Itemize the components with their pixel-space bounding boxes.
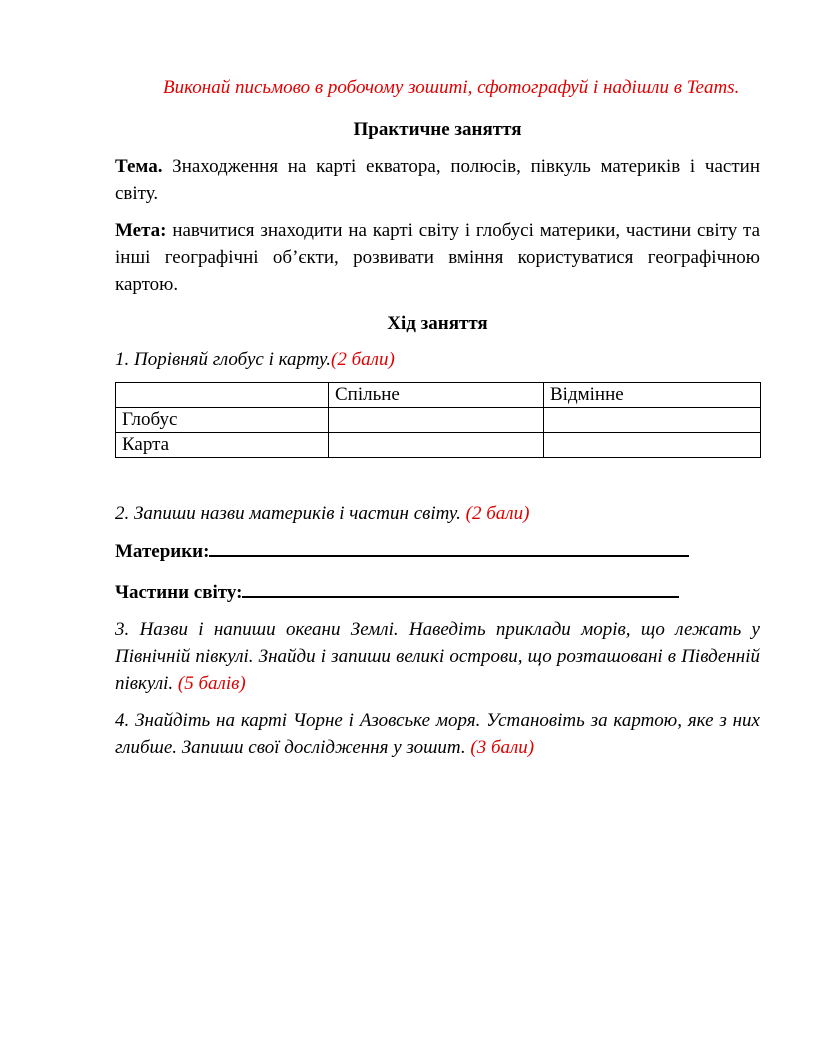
continents-field	[115, 536, 760, 565]
task-4	[115, 707, 760, 761]
task-1	[115, 346, 760, 373]
parts-of-world-label: Частини світу:	[115, 582, 243, 603]
progress-heading: Хід заняття	[387, 313, 488, 334]
document-page	[115, 74, 760, 761]
parts-of-world-field	[115, 577, 760, 606]
task-4-text: 4. Знайдіть на карті Чорне і Азовське моря. Установіть за картою, яке з них глибше. Запиши свої дослідження у зошит.	[115, 710, 760, 758]
table-header-cell	[116, 383, 329, 408]
task-2-points: (2 бали)	[465, 503, 530, 524]
table-header-cell: Відмінне	[544, 383, 761, 408]
comparison-table	[115, 382, 761, 458]
task-3-points: (5 балів)	[177, 673, 246, 694]
continents-answer-line	[209, 536, 689, 557]
task-1-points: (2 бали)	[331, 349, 395, 370]
table-row	[116, 408, 761, 433]
parts-of-world-answer-line	[242, 577, 679, 598]
continents-label: Материки:	[115, 541, 210, 562]
task-3-text: 3. Назви і напиши океани Землі. Наведіть приклади морів, що лежать у Північній півкулі. Знайди і запиши великі острови, що розташовані в Південній півкулі.	[115, 619, 760, 694]
task-1-text: 1. Порівняй глобус і карту.	[115, 349, 332, 370]
table-header-row	[116, 383, 761, 408]
goal-text: навчитися знаходити на карті світу і глобусі материки, частини світу та інші географічні об’єкти, розвивати вміння користуватися географічною картою.	[115, 220, 760, 295]
table-cell: Карта	[116, 433, 329, 458]
table-cell	[544, 408, 761, 433]
topic-text: Знаходження на карті екватора, полюсів, півкуль материків і частин світу.	[115, 156, 760, 204]
goal-paragraph	[115, 217, 760, 298]
topic-paragraph	[115, 153, 760, 207]
task-3	[115, 616, 760, 697]
task-4-points: (3 бали)	[470, 737, 535, 758]
table-header-cell: Спільне	[329, 383, 544, 408]
goal-label: Мета:	[115, 220, 167, 241]
task-2	[115, 500, 760, 527]
table-cell	[329, 408, 544, 433]
table-cell	[544, 433, 761, 458]
table-cell	[329, 433, 544, 458]
table-row	[116, 433, 761, 458]
instruction-text: Виконай письмово в робочому зошиті, сфотографуй і надішли в Teams.	[163, 77, 740, 98]
lesson-title: Практичне заняття	[353, 119, 522, 140]
task-2-text: 2. Запиши назви материків і частин світу.	[115, 503, 466, 524]
topic-label: Тема.	[115, 156, 163, 177]
table-cell: Глобус	[116, 408, 329, 433]
